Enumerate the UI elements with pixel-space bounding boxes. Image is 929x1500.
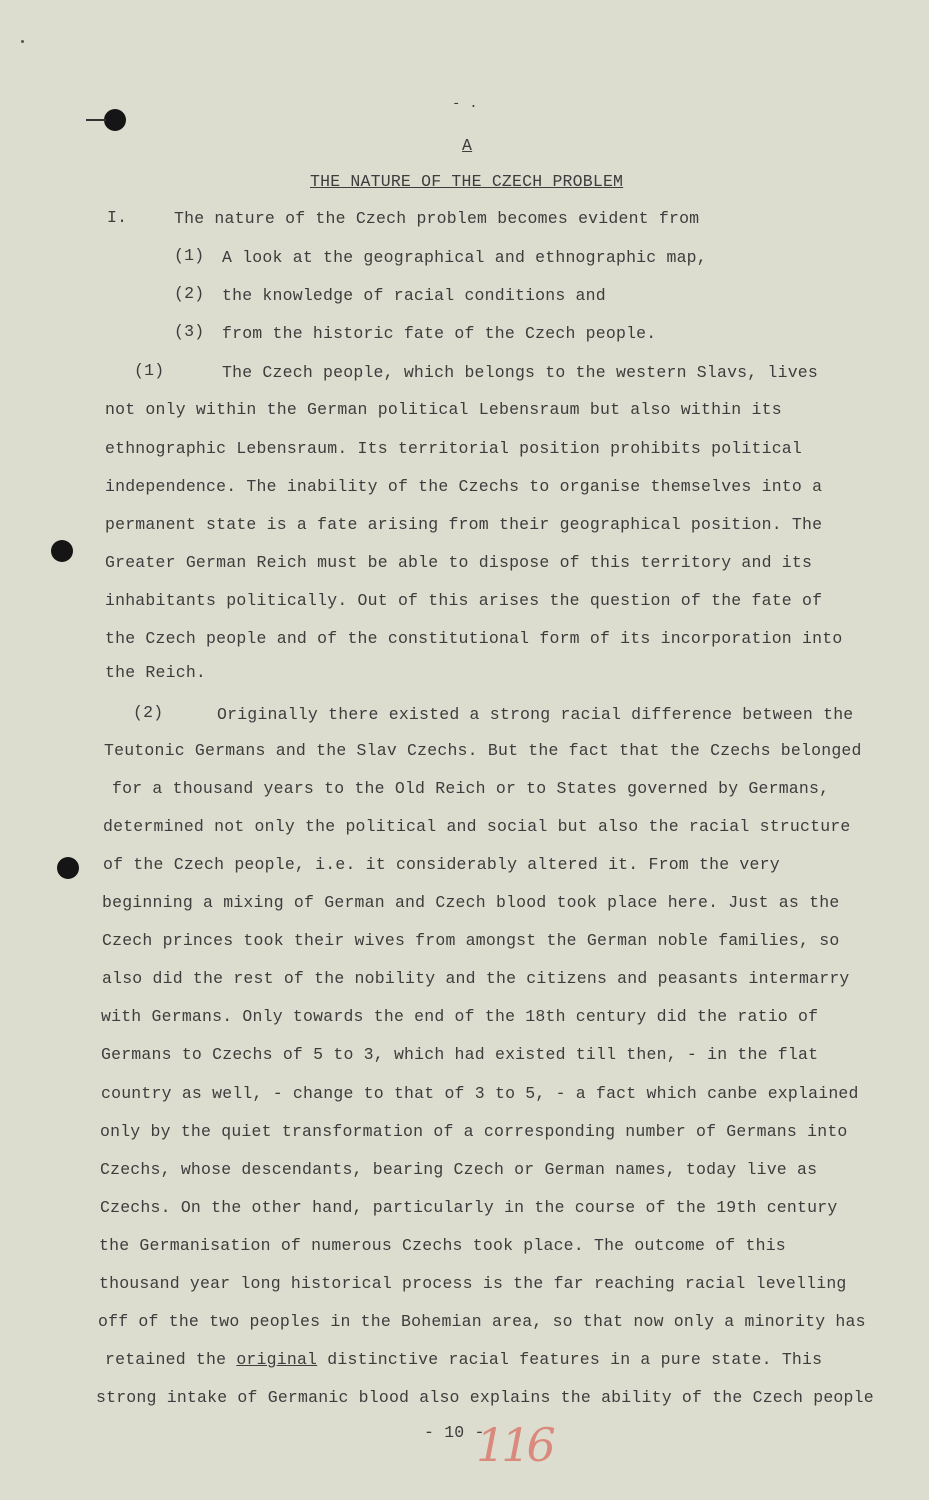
top-mark: - . [452, 96, 478, 112]
list-item-1-number: (1) [174, 246, 205, 265]
line-end: distinctive racial features in a pure state. This [317, 1350, 823, 1369]
paragraph-intro: The nature of the Czech problem becomes evident from [174, 209, 700, 228]
paragraph-2-line: with Germans. Only towards the end of the 18th century did the ratio of [101, 1007, 819, 1026]
paragraph-1-line: Greater German Reich must be able to dispose of this territory and its [105, 553, 813, 572]
paragraph-2-line: Germans to Czechs of 5 to 3, which had existed till then, - in the flat [101, 1045, 819, 1064]
paragraph-2-line: Originally there existed a strong racial difference between the [217, 705, 854, 724]
section-letter: A [462, 136, 473, 155]
paragraph-1-number: (1) [134, 361, 165, 380]
paragraph-2-line: determined not only the political and social but also the racial structure [103, 817, 851, 836]
handwritten-folio-number: 116 [476, 1418, 552, 1472]
line-start: retained the [105, 1350, 237, 1369]
list-item-3-number: (3) [174, 322, 205, 341]
underlined-word: original [236, 1350, 318, 1369]
paragraph-2-line: strong intake of Germanic blood also explains the ability of the Czech people [96, 1388, 874, 1407]
paragraph-2-line: for a thousand years to the Old Reich or to States governed by Germans, [112, 779, 830, 798]
paragraph-2-line: country as well, - change to that of 3 to 5, - a fact which canbe explained [101, 1084, 859, 1103]
paragraph-2-line: thousand year long historical process is the far reaching racial levelling [99, 1274, 847, 1293]
paragraph-2-line: the Germanisation of numerous Czechs took place. The outcome of this [99, 1236, 786, 1255]
paragraph-1-line: independence. The inability of the Czechs to organise themselves into a [105, 477, 823, 496]
punch-hole-middle [51, 540, 73, 562]
paragraph-1-line: the Reich. [105, 663, 207, 682]
paragraph-label-i: I. [107, 208, 128, 227]
list-item-1-text: A look at the geographical and ethnographic map, [222, 248, 707, 267]
paragraph-1-line: the Czech people and of the constitutional form of its incorporation into [105, 629, 843, 648]
list-item-2-text: the knowledge of racial conditions and [222, 286, 606, 305]
paragraph-2-line: of the Czech people, i.e. it considerably altered it. From the very [103, 855, 780, 874]
list-item-2-number: (2) [174, 284, 205, 303]
paragraph-2-number: (2) [133, 703, 164, 722]
paragraph-2-line: Czechs. On the other hand, particularly in the course of the 19th century [100, 1198, 838, 1217]
paragraph-2-line: off of the two peoples in the Bohemian area, so that now only a minority has [98, 1312, 866, 1331]
paragraph-1-line: not only within the German political Lebensraum but also within its [105, 400, 782, 419]
speck-mark [21, 40, 24, 43]
paragraph-1-line: inhabitants politically. Out of this arises the question of the fate of [105, 591, 823, 610]
paragraph-2-line: beginning a mixing of German and Czech blood took place here. Just as the [102, 893, 840, 912]
page-number: - 10 - [424, 1423, 485, 1442]
paragraph-1-line: The Czech people, which belongs to the western Slavs, lives [222, 363, 818, 382]
punch-hole-lower [57, 857, 79, 879]
paragraph-2-line: Czechs, whose descendants, bearing Czech or German names, today live as [100, 1160, 818, 1179]
paragraph-2-line: Teutonic Germans and the Slav Czechs. But the fact that the Czechs belonged [104, 741, 862, 760]
paragraph-2-line [105, 1350, 822, 1370]
punch-hole-top [104, 109, 126, 131]
paragraph-1-line: permanent state is a fate arising from their geographical position. The [105, 515, 823, 534]
list-item-3-text: from the historic fate of the Czech people. [222, 324, 657, 343]
paragraph-1-line: ethnographic Lebensraum. Its territorial position prohibits political [105, 439, 803, 458]
paragraph-2-line: also did the rest of the nobility and the citizens and peasants intermarry [102, 969, 850, 988]
document-title: THE NATURE OF THE CZECH PROBLEM [310, 172, 624, 191]
paragraph-2-line: only by the quiet transformation of a corresponding number of Germans into [100, 1122, 848, 1141]
paragraph-2-line: Czech princes took their wives from amongst the German noble families, so [102, 931, 840, 950]
